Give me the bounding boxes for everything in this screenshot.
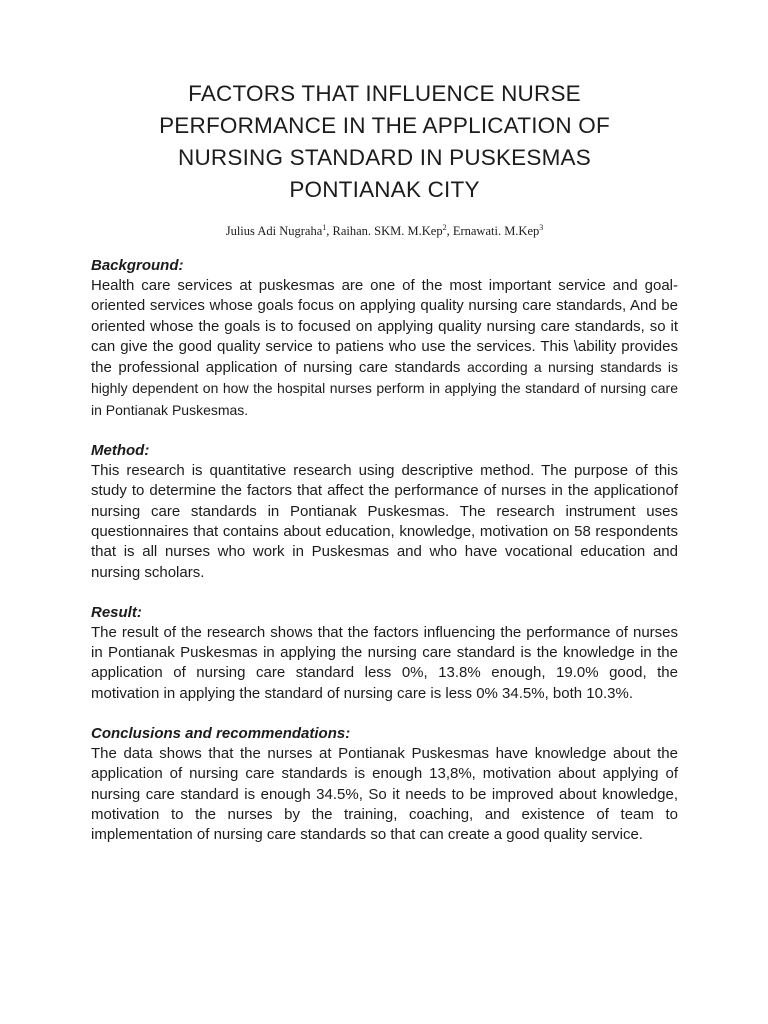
method-heading: Method: [91, 442, 150, 460]
author-name: Ernawati. M.Kep [452, 224, 540, 238]
background-text-part: according a nursing standards is highly dependent on how the hospital nurses perform in applying the standard of nursing care in Pontianak Puskesmas. [91, 359, 678, 418]
conclusions-section [91, 724, 678, 845]
author-list [91, 222, 678, 240]
background-heading: Background: [91, 257, 184, 274]
author-affiliation-mark: 2 [442, 223, 447, 232]
conclusions-heading: Conclusions and recommendations: [91, 725, 351, 743]
conclusions-text: The data shows that the nurses at Pontianak Puskesmas have knowledge about the application of nursing care standards is enough 13,8%, motivation about applying of nursing care standard is enough 34.5%, So it needs to be improved about knowledge, motivation to the nurses by the training, coaching, and existence of team to implementation of nursing care standards so that can create a good quality service. [91, 745, 678, 844]
method-text: This research is quantitative research using descriptive method. The purpose of this study to determine the factors that affect the performance of nurses in the applicationof nursing care standards in Pontianak Puskesmas. The research instrument uses questionnaires that contains about education, knowledge, motivation on 58 respondents that is all nurses who work in Puskesmas and who have vocational education and nursing scholars. [91, 462, 678, 581]
author-separator: , [446, 224, 453, 238]
author-name: Julius Adi Nugraha [225, 224, 323, 238]
title-line: PONTIANAK CITY [289, 177, 480, 202]
author-separator: , [326, 224, 333, 238]
author-affiliation-mark: 1 [322, 223, 327, 232]
paper-title [91, 78, 678, 206]
method-section [91, 441, 678, 583]
author-affiliation-mark: 3 [539, 223, 544, 232]
result-heading: Result: [91, 603, 142, 621]
background-text-part: Health care services at puskesmas are one of the most important service and goal-oriented services whose goals focus on applying quality nursing care standards, And be oriented whose the goals is to focused on applying quality nursing care standards, so it can give the good quality service to patiens who use the services. This \ability provides the professional application of nursing care standards [91, 277, 678, 377]
background-text [91, 276, 678, 421]
background-section [91, 256, 678, 421]
title-line: PERFORMANCE IN THE APPLICATION OF [159, 113, 610, 138]
result-text: The result of the research shows that the factors influencing the performance of nurses in Pontianak Puskesmas in applying the nursing care standard is the knowledge in the application of nursing care standard less 0%, 13.8% enough, 19.0% good, the motivation in applying the standard of nursing care is less 0% 34.5%, both 10.3%. [91, 623, 678, 702]
author-name: Raihan. SKM. M.Kep [332, 224, 443, 238]
title-line: NURSING STANDARD IN PUSKESMAS [178, 145, 591, 170]
result-section [91, 603, 678, 704]
title-line: FACTORS THAT INFLUENCE NURSE [188, 81, 581, 106]
